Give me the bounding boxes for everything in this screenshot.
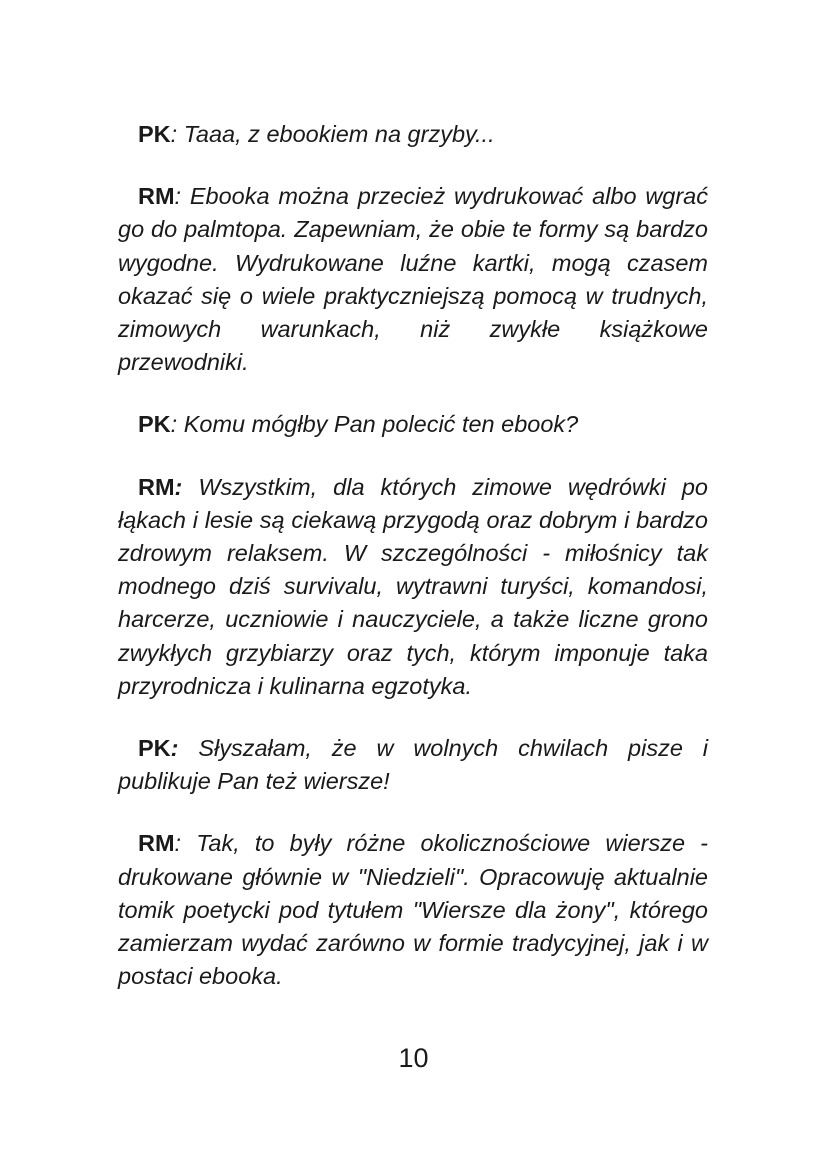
paragraph-text: Ebooka można przecież wydrukować albo wgrać go do palmtopa. Zapewniam, że obie te formy są bardzo wygodne. Wydrukowane luźne kartki, mogą czasem okazać się o wiele praktyczniejszą pomocą w trudnych, zimowych warunkach, niż zwykłe książkowe przewodniki.: [118, 183, 708, 376]
speaker-separator: :: [170, 411, 178, 438]
speaker-separator: :: [170, 121, 178, 147]
speaker-label: PK: [138, 121, 171, 147]
paragraph-text: Wszystkim, dla których zimowe wędrówki po łąkach i lesie są ciekawą przygodą oraz dobrym i bardzo zdrowym relaksem. W szczególności - miłośnicy tak modnego dziś survivalu, wytrawni turyści, komandosi, harcerze, uczniowie i nauczyciele, a także liczne grono zwykłych grzybiarzy oraz tych, którym imponuje taka przyrodnicza i kulinarna egzotyka.: [118, 473, 708, 699]
paragraph-3: [118, 408, 708, 441]
paragraph-4: [118, 471, 708, 703]
speaker-separator: :: [174, 473, 183, 500]
speaker-separator: :: [174, 183, 182, 210]
paragraph-text: Słyszałam, że w wolnych chwilach pisze i publikuje Pan też wiersze!: [118, 735, 708, 795]
page-number: 10: [398, 1043, 429, 1073]
paragraph-2: [118, 180, 708, 379]
speaker-label: RM: [138, 830, 175, 857]
speaker-separator: :: [174, 830, 182, 857]
speaker-label: PK: [138, 735, 171, 762]
speaker-separator: :: [170, 735, 179, 762]
paragraph-text: Tak, to były różne okolicznościowe wiersze - drukowane głównie w "Niedzieli". Opracowuję aktualnie tomik poetycki pod tytułem "Wiersze dla żony", którego zamierzam wydać zarówno w formie tradycyjnej, jak i w postaci ebooka.: [118, 830, 708, 990]
interview-text: [118, 118, 708, 1022]
paragraph-6: [118, 827, 708, 993]
speaker-label: RM: [138, 473, 175, 500]
speaker-label: RM: [138, 183, 175, 210]
paragraph-text: Taaa, z ebookiem na grzyby...: [177, 121, 495, 147]
paragraph-text: Komu mógłby Pan polecić ten ebook?: [177, 411, 579, 438]
paragraph-1: [118, 118, 708, 151]
paragraph-5: [118, 732, 708, 798]
speaker-label: PK: [138, 411, 171, 438]
